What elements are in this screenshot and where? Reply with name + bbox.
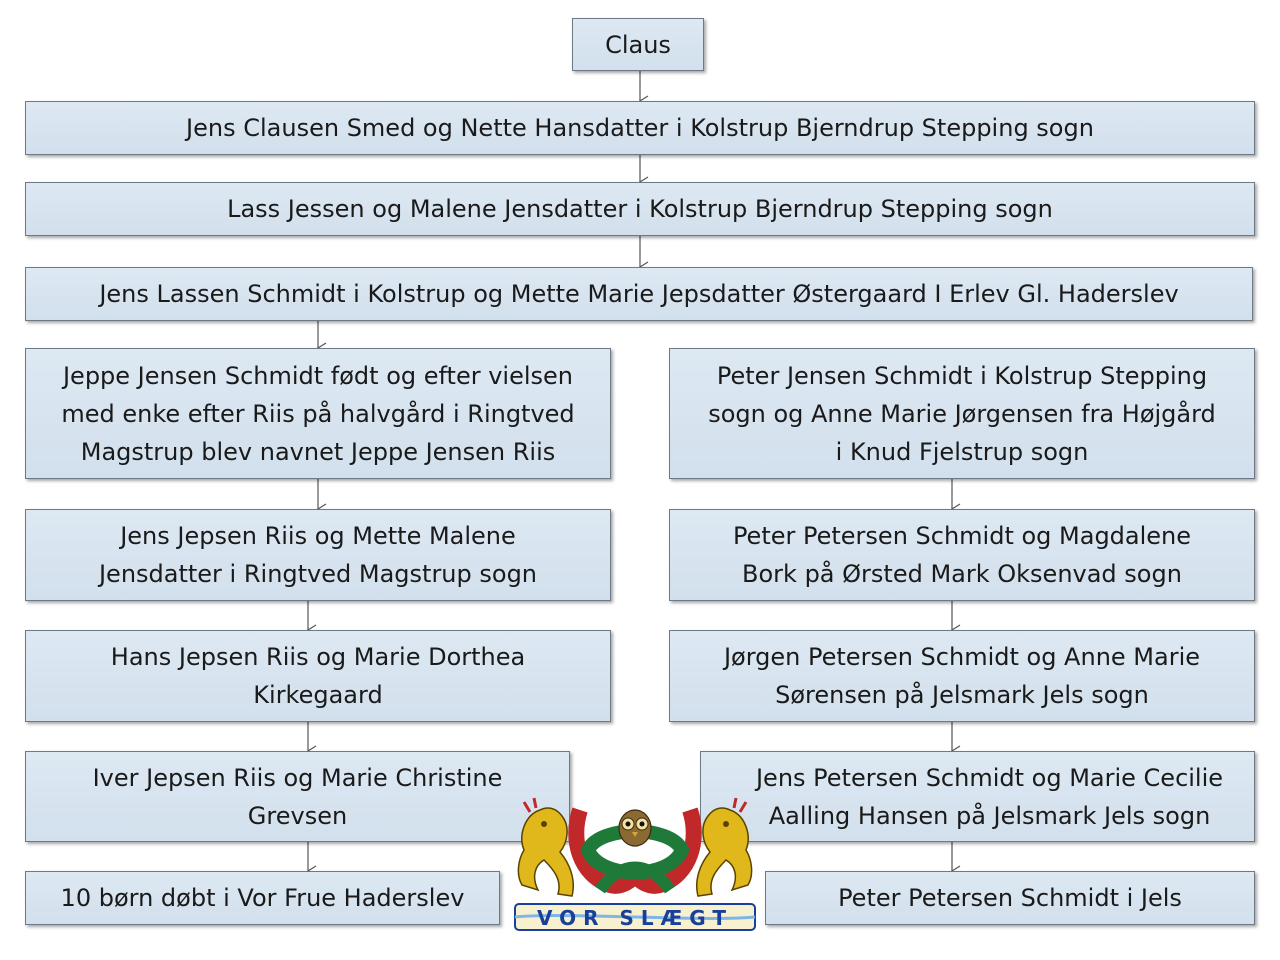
generation-node-1	[25, 101, 1255, 155]
node-line: Magstrup blev navnet Jeppe Jensen Riis	[80, 437, 556, 466]
node-line: Jens Petersen Schmidt og Marie Cecilie	[755, 763, 1224, 792]
right-branch-node-4	[700, 751, 1255, 842]
left-branch-node-3	[25, 630, 611, 722]
root-label: Claus	[605, 30, 671, 59]
generation-node-2	[25, 182, 1255, 236]
node-line: med enke efter Riis på halvgård i Ringtved	[61, 399, 575, 428]
node-line: Grevsen	[247, 801, 348, 830]
node-line: Peter Petersen Schmidt og Magdalene	[732, 522, 1192, 550]
right-branch-node-5	[765, 871, 1255, 925]
node-line: Aalling Hansen på Jelsmark Jels sogn	[768, 801, 1211, 830]
node-line: Jens Jepsen Riis og Mette Malene	[120, 522, 516, 550]
left-lion-icon	[518, 798, 573, 896]
node-line: Iver Jepsen Riis og Marie Christine	[92, 763, 503, 792]
right-branch-node-2	[669, 509, 1255, 601]
right-branch-node-3	[669, 630, 1255, 722]
right-branch-node-1	[669, 348, 1255, 479]
node-line: 10 børn døbt i Vor Frue Haderslev	[60, 884, 465, 912]
left-branch-node-5	[25, 871, 500, 925]
node-line: Jens Lassen Schmidt i Kolstrup og Mette Marie Jepsdatter Østergaard I Erlev Gl. Haderslev	[99, 280, 1179, 308]
node-line: Sørensen på Jelsmark Jels sogn	[775, 681, 1149, 709]
owl-icon	[619, 810, 651, 846]
node-line: Jørgen Petersen Schmidt og Anne Marie	[723, 643, 1201, 671]
node-line: Jensdatter i Ringtved Magstrup sogn	[98, 560, 538, 588]
node-line: Peter Jensen Schmidt i Kolstrup Stepping	[716, 361, 1208, 390]
left-branch-node-2	[25, 509, 611, 601]
generation-node-3	[25, 267, 1253, 321]
left-branch-node-4	[25, 751, 570, 842]
node-line: Jeppe Jensen Schmidt født og efter vielsen	[62, 361, 574, 390]
node-line: Lass Jessen og Malene Jensdatter i Kolstrup Bjerndrup Stepping sogn	[227, 195, 1053, 223]
root-node	[572, 18, 704, 71]
vor-slaegt-crest-logo	[510, 790, 760, 940]
node-line: Hans Jepsen Riis og Marie Dorthea	[110, 643, 526, 671]
node-line: Peter Petersen Schmidt i Jels	[838, 884, 1182, 912]
node-line: i Knud Fjelstrup sogn	[835, 437, 1089, 466]
node-line: Kirkegaard	[253, 681, 383, 709]
node-line: Jens Clausen Smed og Nette Hansdatter i Kolstrup Bjerndrup Stepping sogn	[186, 114, 1094, 142]
logo-banner-text: VOR SLÆGT	[536, 906, 734, 930]
node-line: sogn og Anne Marie Jørgensen fra Højgård	[708, 399, 1216, 428]
node-line: Bork på Ørsted Mark Oksenvad sogn	[742, 560, 1182, 588]
left-branch-node-1	[25, 348, 611, 479]
right-lion-icon	[697, 798, 752, 896]
